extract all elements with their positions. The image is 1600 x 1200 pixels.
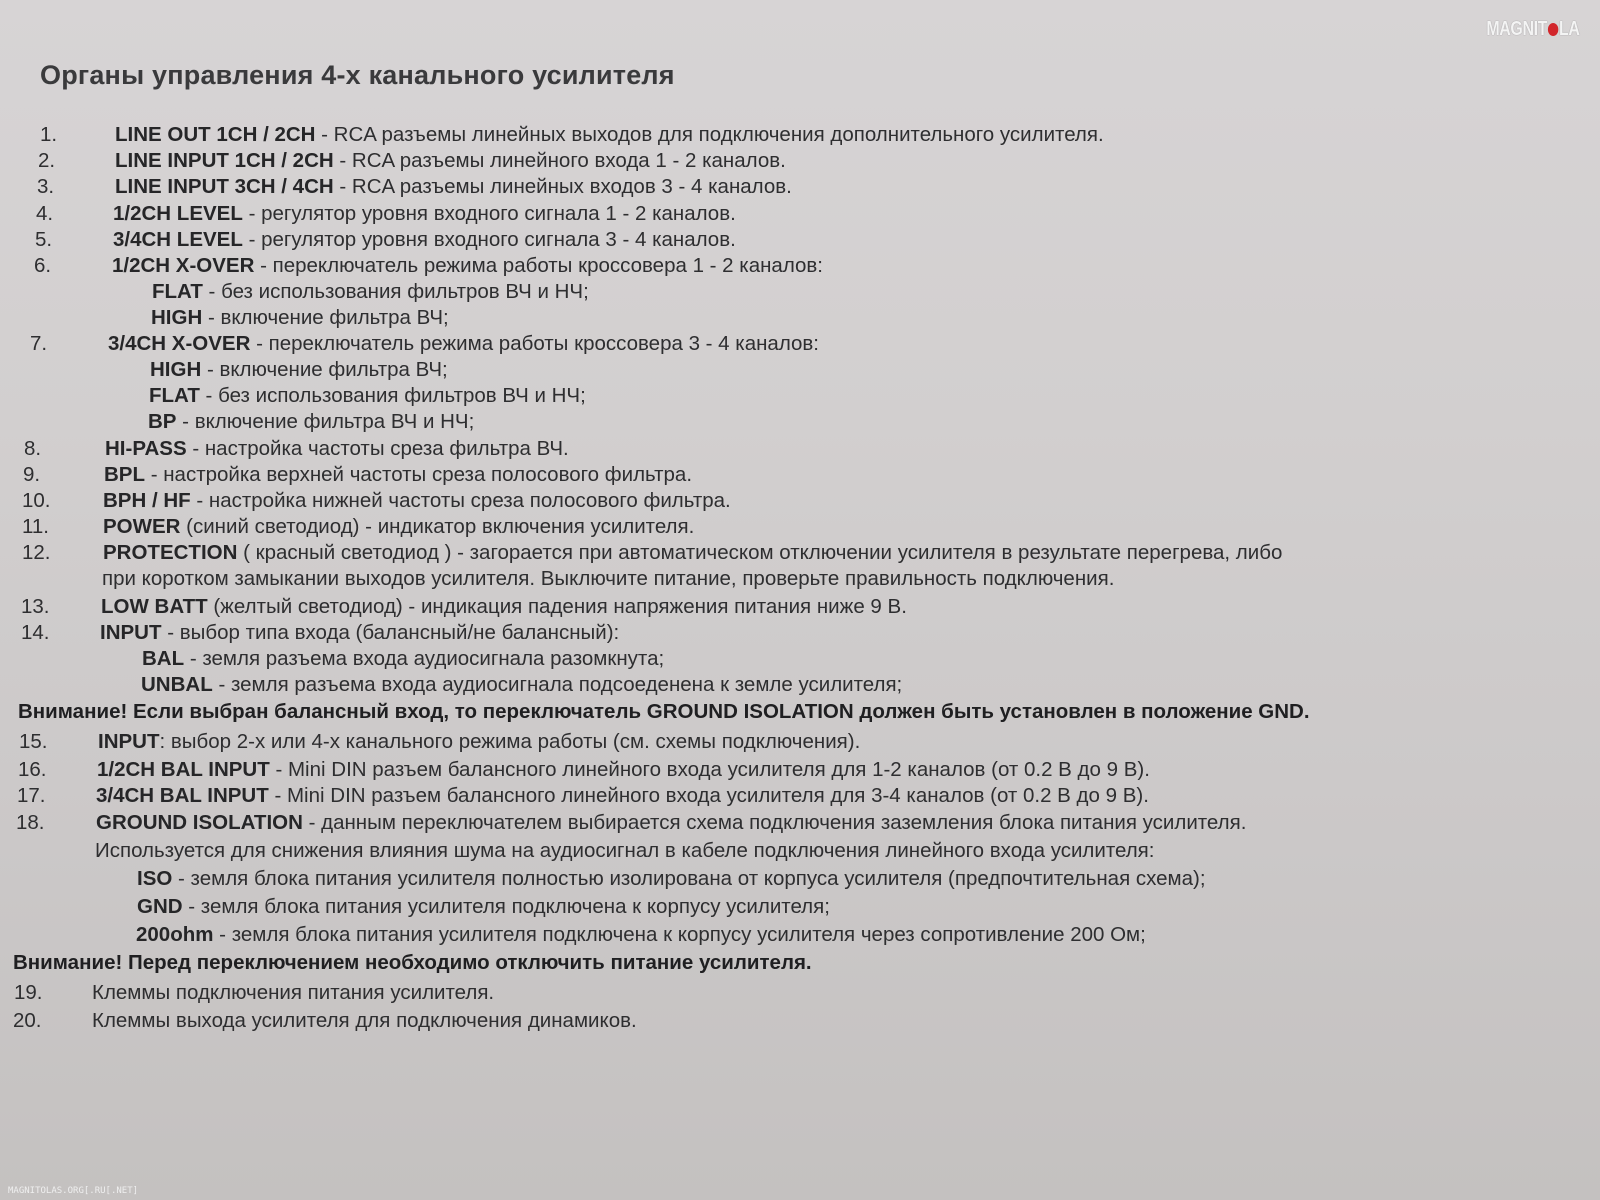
watermark-text: MAGNITOLAS.ORG[.RU[.NET] [8,1186,139,1196]
item-description: - RCA разъемы линейных входов 3 - 4 каналов. [333,175,792,198]
item-number: 8. [24,437,42,460]
warning-label: Внимание! Если выбран балансный вход, то переключатель GROUND ISOLATION должен быть установлен в положение GND. [18,700,1310,723]
item-description: ( красный светодиод ) - загорается при автоматическом отключении усилителя в результате перегрева, либо [237,541,1283,564]
item-text [104,462,692,488]
item-text [105,436,569,462]
item-text [115,122,1104,148]
item-text [115,148,786,174]
item-number: 17. [17,784,46,807]
item-description: Клеммы подключения питания усилителя. [92,981,495,1004]
item-text [136,922,1146,948]
item-text [150,357,448,383]
item-description: - земля разъема входа аудиосигнала подсоеденена к земле усилителя; [212,673,903,696]
item-text [152,279,589,305]
item-description: Клеммы выхода усилителя для подключения динамиков. [92,1009,637,1032]
item-description: - включение фильтра ВЧ; [202,306,449,329]
document-title: Органы управления 4-х канального усилителя [40,60,675,90]
item-term: BAL [142,647,185,670]
item-term: HIGH [151,306,203,329]
logo-red-dot-icon [1548,23,1558,36]
item-description: - без использования фильтров ВЧ и НЧ; [202,280,589,303]
item-text [151,305,449,331]
item-number: 13. [21,595,50,618]
item-description: - данным переключателем выбирается схема подключения заземления блока питания усилителя. [302,811,1247,834]
item-number: 12. [22,541,51,564]
item-term: GROUND ISOLATION [96,811,303,834]
item-term: 1/2CH LEVEL [113,202,243,225]
item-description: - без использования фильтров ВЧ и НЧ; [199,384,586,407]
item-term: 1/2CH BAL INPUT [97,758,270,781]
item-description: при коротком замыкании выходов усилителя. Выключите питание, проверьте правильность подключения. [102,567,1115,590]
item-term: 3/4CH X-OVER [108,332,251,355]
item-term: HIGH [150,358,202,381]
item-text [92,1008,637,1034]
item-description: (синий светодиод) - индикатор включения усилителя. [180,515,695,538]
item-text [141,672,902,698]
item-description: - регулятор уровня входного сигнала 3 - 4 каналов. [242,228,736,251]
item-term: HI-PASS [105,437,187,460]
item-term: FLAT [149,384,200,407]
item-text [98,729,860,755]
item-description: - переключатель режима работы кроссовера 3 - 4 каналов: [250,332,820,355]
item-term: 3/4CH LEVEL [113,228,243,251]
item-term: 200ohm [136,923,214,946]
item-text [103,540,1282,566]
item-number: 3. [37,175,55,198]
item-text [101,594,907,620]
item-description: - RCA разъемы линейного входа 1 - 2 каналов. [333,149,786,172]
item-description: (желтый светодиод) - индикация падения напряжения питания ниже 9 В. [207,595,907,618]
item-number: 15. [19,730,48,753]
item-description: - земля блока питания усилителя подключена к корпусу усилителя через сопротивление 200 Ом; [213,923,1146,946]
item-text [148,409,474,435]
item-description: - RCA разъемы линейных выходов для подключения дополнительного усилителя. [315,123,1104,146]
item-description: - переключатель режима работы кроссовера 1 - 2 каналов: [254,254,824,277]
item-description: - регулятор уровня входного сигнала 1 - 2 каналов. [242,202,736,225]
item-text [112,253,823,279]
item-term: LINE INPUT 3CH / 4CH [115,175,334,198]
item-text [96,783,1149,809]
item-number: 6. [34,254,52,277]
item-description: - земля блока питания усилителя подключена к корпусу усилителя; [182,895,830,918]
item-description: - Mini DIN разъем балансного линейного входа усилителя для 1-2 каналов (от 0.2 В до 9 В). [269,758,1150,781]
item-number: 20. [13,1009,42,1032]
item-description: - выбор типа входа (балансный/не балансный): [161,621,620,644]
item-text [142,646,664,672]
item-number: 11. [22,515,49,538]
item-description: : выбор 2-х или 4-х канального режима работы (см. схемы подключения). [159,730,861,753]
item-term: BPL [104,463,145,486]
item-number: 1. [40,123,58,146]
item-term: BP [148,410,177,433]
magnitola-logo: MAGNIT LA [1486,18,1580,40]
item-text [113,201,736,227]
item-text [149,383,586,409]
item-text [95,838,1154,864]
item-text [137,866,1206,892]
item-term: INPUT [98,730,160,753]
item-description: - включение фильтра ВЧ; [201,358,448,381]
item-number: 4. [36,202,54,225]
item-text [102,566,1114,592]
item-description: - земля разъема входа аудиосигнала разомкнута; [184,647,665,670]
item-text [103,514,694,540]
item-number: 19. [14,981,43,1004]
item-term: LINE OUT 1CH / 2CH [115,123,316,146]
item-text [92,980,494,1006]
item-description: - настройка нижней частоты среза полосового фильтра. [190,489,731,512]
item-term: LOW BATT [101,595,208,618]
item-description: - включение фильтра ВЧ и НЧ; [176,410,475,433]
item-term: FLAT [152,280,203,303]
warning-label: Внимание! Перед переключением необходимо отключить питание усилителя. [13,951,812,974]
item-term: INPUT [100,621,162,644]
item-number: 9. [23,463,41,486]
item-term: 3/4CH BAL INPUT [96,784,269,807]
item-term: UNBAL [141,673,213,696]
item-number: 16. [18,758,47,781]
warning-text [13,950,812,976]
item-term: GND [137,895,183,918]
item-number: 7. [30,332,48,355]
item-description: - земля блока питания усилителя полностью изолирована от корпуса усилителя (предпочтительная схема); [172,867,1206,890]
item-description: - настройка частоты среза фильтра ВЧ. [186,437,569,460]
item-number: 14. [21,621,50,644]
item-text [108,331,819,357]
item-number: 10. [22,489,51,512]
item-text [115,174,792,200]
item-term: 1/2CH X-OVER [112,254,255,277]
warning-text [18,699,1310,725]
item-text [97,757,1150,783]
item-term: BPH / HF [103,489,191,512]
item-term: POWER [103,515,181,538]
item-text [113,227,736,253]
item-number: 18. [16,811,45,834]
item-description: - Mini DIN разъем балансного линейного входа усилителя для 3-4 каналов (от 0.2 В до 9 В). [268,784,1149,807]
item-term: LINE INPUT 1CH / 2CH [115,149,334,172]
item-text [100,620,619,646]
item-number: 5. [35,228,53,251]
item-text [103,488,731,514]
item-term: ISO [137,867,173,890]
item-number: 2. [38,149,56,172]
item-text [96,810,1246,836]
item-description: Используется для снижения влияния шума на аудиосигнал в кабеле подключения линейного входа усилителя: [95,839,1155,862]
item-description: - настройка верхней частоты среза полосового фильтра. [145,463,693,486]
item-term: PROTECTION [103,541,238,564]
item-text [137,894,830,920]
